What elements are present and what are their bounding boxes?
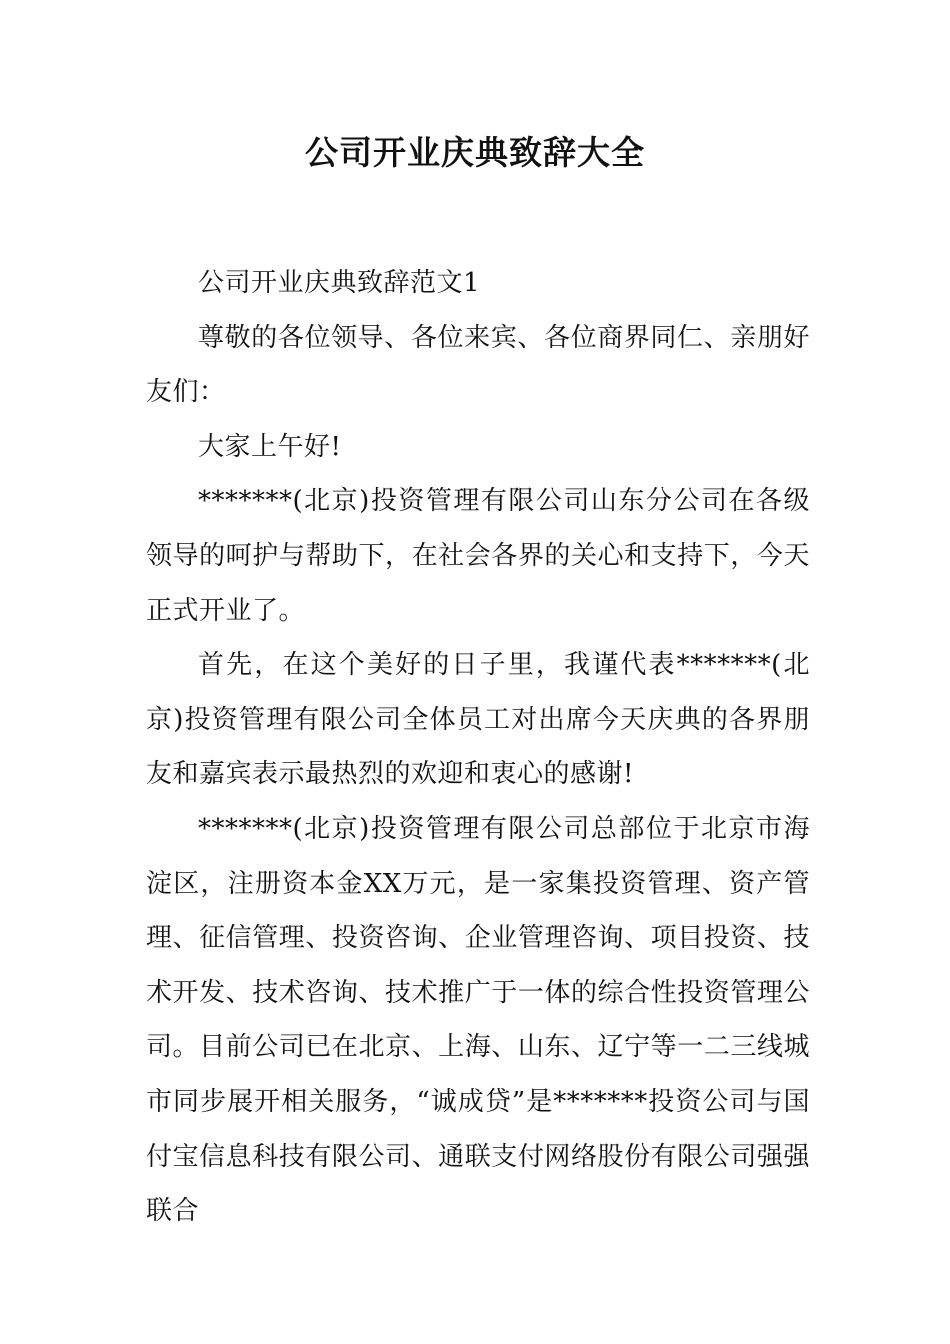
document-title: 公司开业庆典致辞大全 [305,133,645,172]
paragraph-salutation: 尊敬的各位领导、各位来宾、各位商界同仁、亲朋好友们： [146,322,810,408]
paragraph-heading: 公司开业庆典致辞范文1 [198,268,481,298]
paragraph-company-intro: *******(北京)投资管理有限公司总部位于北京市海淀区，注册资本金XX万元，是一家集投资管理、资产管理、征信管理、投资咨询、企业管理咨询、项目投资、技术开发、技术咨询、技术推广于一体的综合性投资管理公司。目前公司已在北京、上海、山东、辽宁等一二三线城市同步展开相关服务，“诚成贷”是*******投资公司与国付宝信息科技有限公司、通联支付网络股份有限公司强强联合 [146,813,810,1227]
document-body [146,256,810,1239]
paragraph-thanks: 首先，在这个美好的日子里，我谨代表*******(北京)投资管理有限公司全体员工对出席今天庆典的各界朋友和嘉宾表示最热烈的欢迎和衷心的感谢! [146,650,810,790]
paragraph-opening: *******(北京)投资管理有限公司山东分公司在各级领导的呵护与帮助下，在社会各界的关心和支持下，今天正式开业了。 [146,486,810,626]
paragraph-greeting: 大家上午好! [198,431,342,462]
